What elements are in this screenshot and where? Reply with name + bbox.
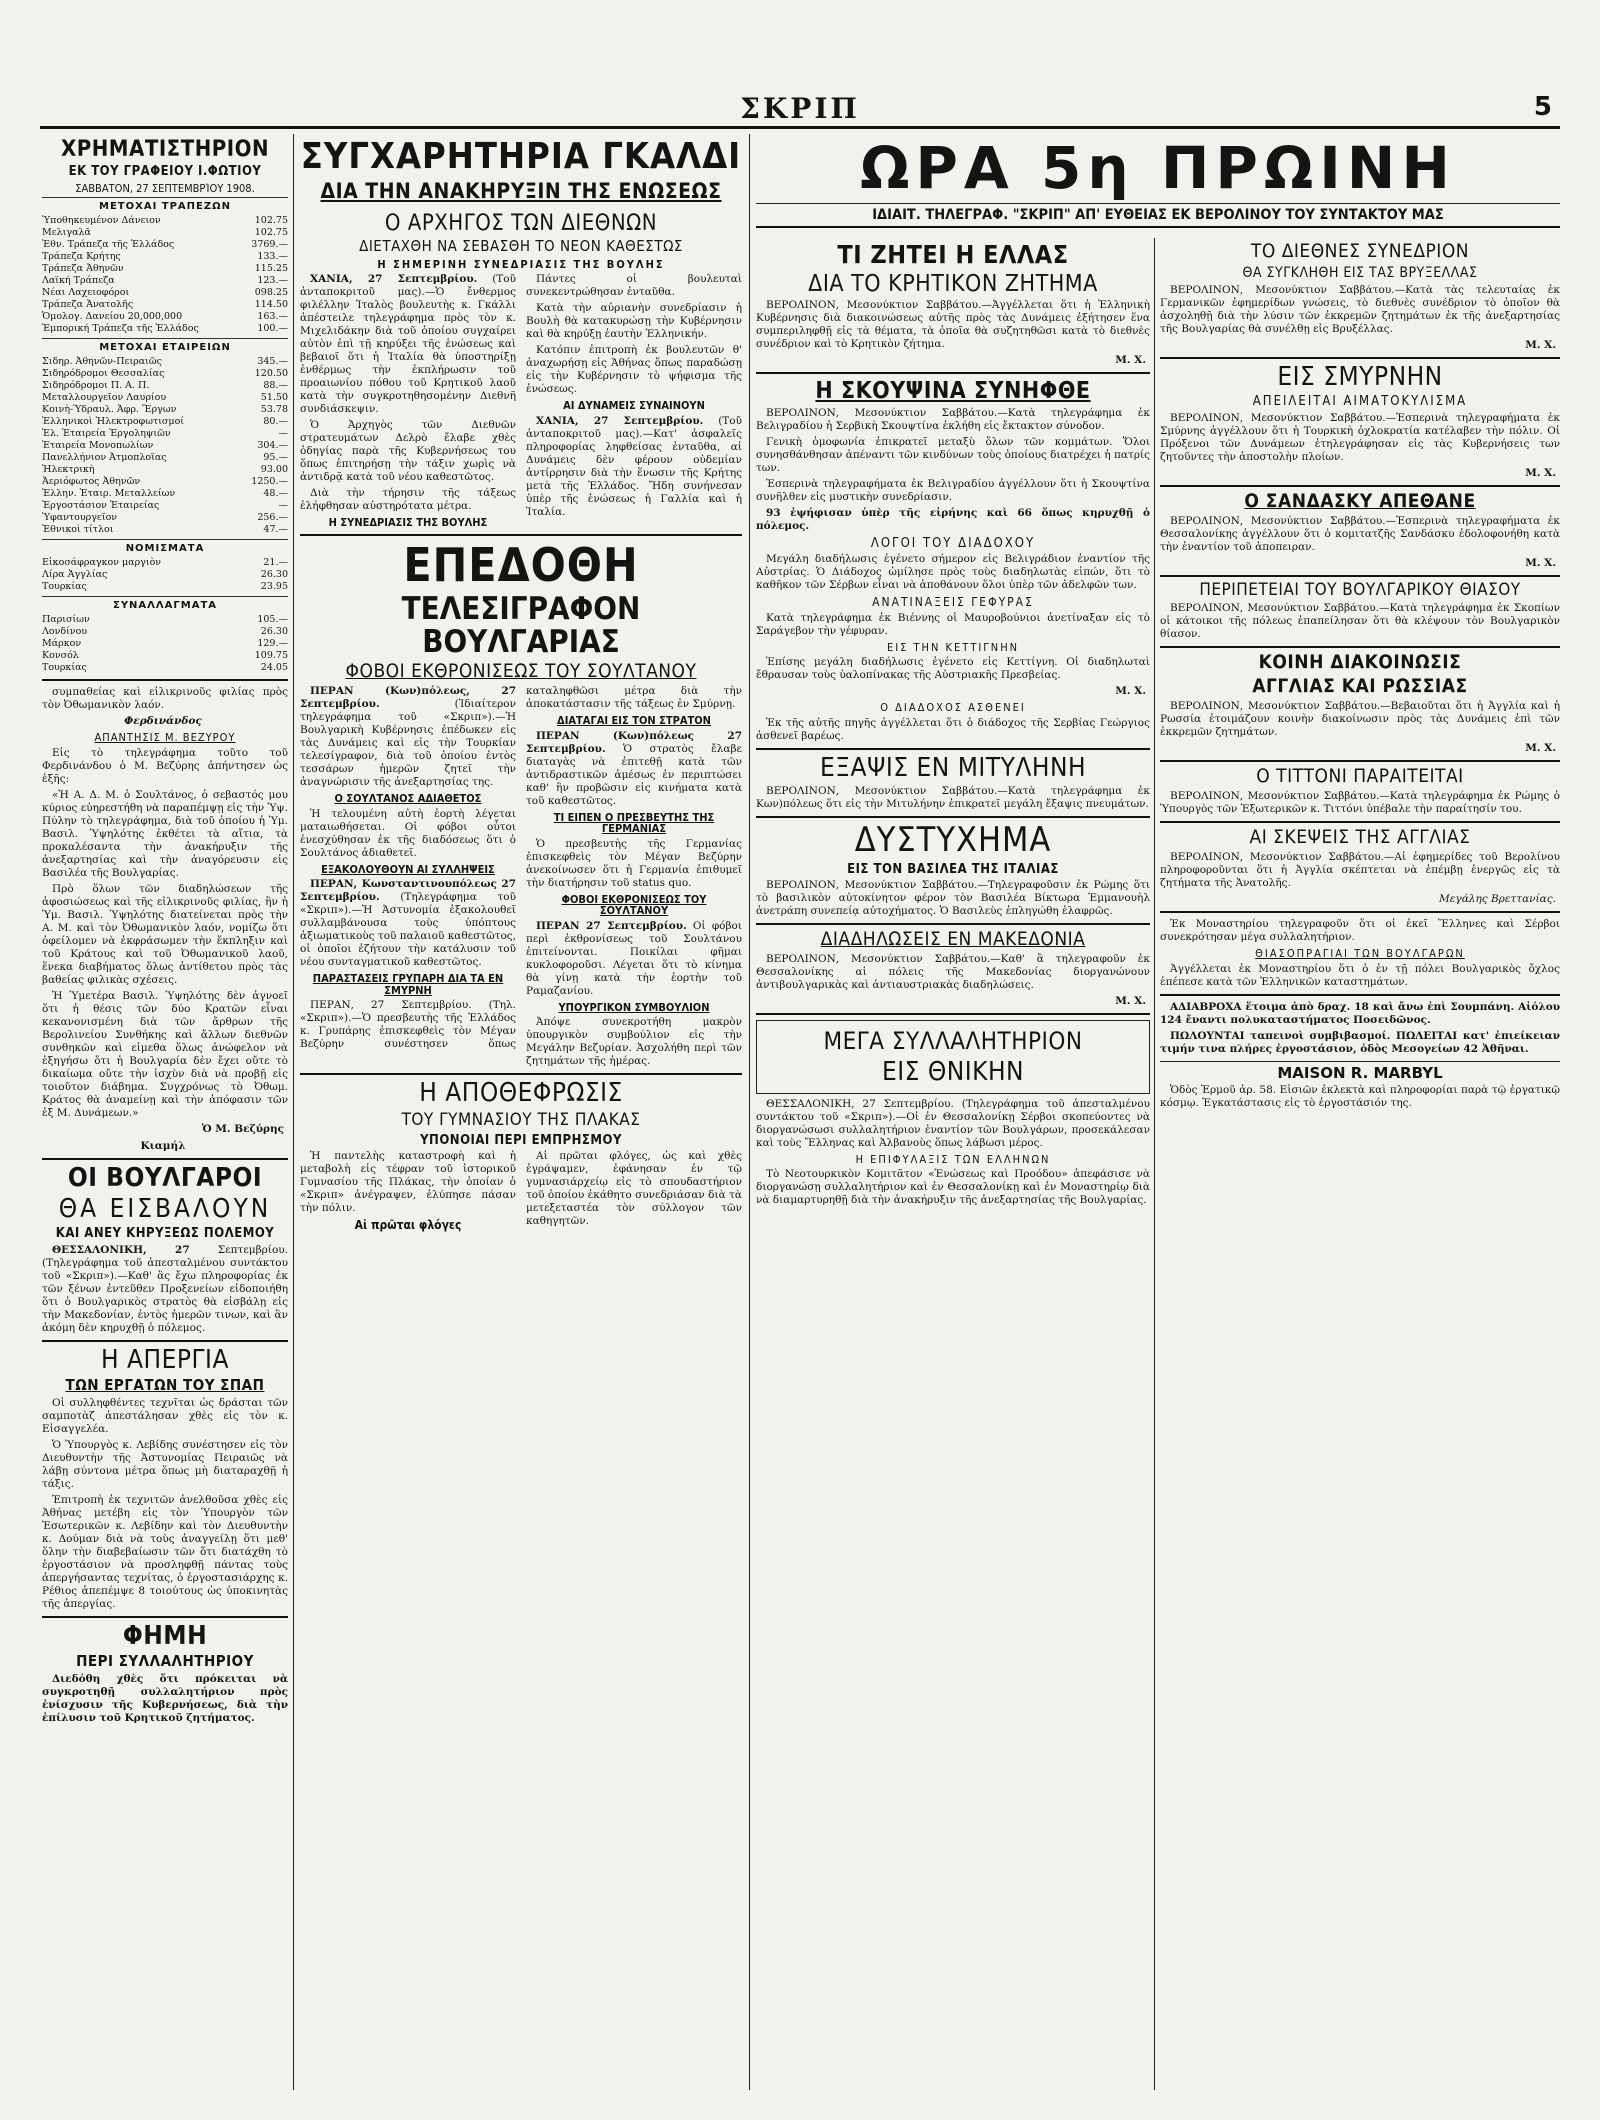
quote-value: 123.— xyxy=(257,275,288,287)
subheadline: ΕΙΣ ΤΟΝ ΒΑΣΙΛΕΑ ΤΗΣ ΙΤΑΛΙΑΣ xyxy=(847,861,1059,877)
quote-name: Μελιγαλᾶ xyxy=(42,227,91,239)
quote-name: Ἠλεκτρικὴ xyxy=(42,464,95,476)
headline: ΦΗΜΗ xyxy=(122,1621,208,1652)
article-text: (Τηλεγράφημα τοῦ «Σκριπ»).—Ἡ Ἀστυνομία ἐξακολουθεῖ συλλαμβάνουσα τοὺς ὑπόπτους ἀξιωματικοὺς τοῦ παλαιοῦ καθεστῶτος, οἱ ὁποῖοι ἐζήτουν τὴν κατάλυσιν τοῦ νέου συνταγματικοῦ καθεστῶτος. xyxy=(300,891,517,969)
divider xyxy=(1160,575,1560,577)
quote-name: Σιδηρόδρομοι Π. Α. Π. xyxy=(42,380,150,392)
quote-row xyxy=(42,626,288,638)
banner-subheadline: ΙΔΙΑΙΤ. ΤΗΛΕΓΡΑΦ. "ΣΚΡΙΠ" ΑΠ' ΕΥΘΕΙΑΣ ΕΚ ΒΕΡΟΛΙΝΟΥ ΤΟΥ ΣΥΝΤΑΚΤΟΥ ΜΑΣ xyxy=(756,203,1560,228)
quote-name: Τράπεζα Κρήτης xyxy=(42,251,121,263)
quote-value: 26.30 xyxy=(260,569,288,581)
subheadline: ΠΑΡΑΣΤΑΣΕΙΣ ΓΡΥΠΑΡΗ ΔΙΑ ΤΑ ΕΝ ΣΜΥΡΝΗ xyxy=(312,972,504,997)
article-paragraph: Ἐπιτροπὴ ἐκ τεχνιτῶν ἀνελθοῦσα χθὲς εἰς Ἀθήνας μετέβη εἰς τὸν Ὑπουργὸν τῶν Ἐσωτερικῶν κ. Λεβίδην καὶ τὸν Διευθυντὴν κ. Δούμαν διὰ νὰ τοὺς ἀναγγείλῃ ὅτι μεθ' ὅλην τὴν διαβεβαίωσιν τῶν ὅτι διατάχθη τὸ ἐργοστάσιον νὰ προσληφθῇ πάντας τοὺς ἀπεργήσαντας τεχνίτας, ὁ ἐργοστασιάρχης κ. Ρέθιος ἀπεπέμψε 8 τοιούτους ὡς ὑποκινητὰς τῆς ἀπεργίας. xyxy=(42,1494,288,1611)
signature: Φερδινάνδος xyxy=(124,715,202,728)
article-paragraph: Μεγάλη διαδήλωσις ἐγένετο σήμερον εἰς Βελιγράδιον ἐναντίον τῆς Αὐστρίας. Ὁ Διάδοχος ὡμίλησε πρὸς τοὺς διαδηλωτὰς εἰπών, ὅτι τὸ καθῆκον τῶν Σέρβων εἶναι νὰ ἀποθάνουν ὅλοι ὑπὲρ τῶν ἀδελφῶν των. xyxy=(756,553,1150,592)
quote-name: Ὁμολογ. Δανείου 20,000,000 xyxy=(42,311,183,323)
article-paragraph: Κατόπιν ἐπιτροπὴ ἐκ βουλευτῶν θ' ἀναχωρήσῃ εἰς Ἀθήνας ὅπως παραδώσῃ εἰς τὴν Κυβέρνησιν τὸ ψήφισμα τῆς ἑνώσεως. xyxy=(526,344,742,396)
divider xyxy=(42,1340,288,1342)
company-shares-table xyxy=(42,356,288,536)
article-paragraph: ΒΕΡΟΛΙΝΟΝ, Μεσονύκτιον Σαββάτου.—Αἱ ἐφημερίδες τοῦ Βερολίνου πληροφοροῦνται ὅτι ἡ Ἀγγλία σκέπτεται νὰ ἐπέμβῃ ἐνεργῶς εἰς τὰ ζητήματα τῆς Ἀνατολῆς. xyxy=(1160,851,1560,890)
quote-row xyxy=(42,569,288,581)
headline: ΣΥΓΧΑΡΗΤΗΡΙΑ ΓΚΑΛΔΙ xyxy=(300,136,742,177)
advertisement: ΑΔΙΑΒΡΟΧΑ ἕτοιμα ἀπὸ δραχ. 18 καὶ ἄνω ἐπὶ Σουμπάνη. Αἰόλου 124 ἔναντι πολυκαταστήματος Ποσειδῶνος. xyxy=(1160,1000,1560,1026)
quote-row xyxy=(42,614,288,626)
exchange-date: ΣΑΒΒΑΤΟΝ, 27 ΣΕΠΤΕΜΒΡΊΟΥ 1908. xyxy=(75,181,255,195)
divider xyxy=(42,679,288,681)
headline: ΘΑ ΕΙΣΒΑΛΟΥΝ xyxy=(58,1194,272,1225)
article-paragraph: Αἱ πρῶται φλόγες, ὡς καὶ χθὲς ἐγράψαμεν, ἐφάνησαν ἐν τῷ γυμνασιάρχείῳ εἰς τὸ σπουδαστήριον τοῦ ὁποίου ἐκάθητο συνεδριάσαν διὰ τὰ μετεξεταστέα τὸν σύλλογον τῶν καθηγητῶν. xyxy=(526,1150,742,1228)
quote-name: Λίρα Ἀγγλίας xyxy=(42,569,108,581)
subheadline: Αἱ πρῶται φλόγες xyxy=(354,1218,462,1233)
quote-value: 48.— xyxy=(263,488,288,500)
subheadline: ΑΝΑΤΙΝΑΞΕΙΣ ΓΕΦΥΡΑΣ xyxy=(872,595,1034,610)
signature: Μ. Χ. xyxy=(1115,354,1146,367)
article-paragraph xyxy=(526,920,742,998)
subheadline: Ο ΔΙΑΔΟΧΟΣ ΑΣΘΕΝΕΙ xyxy=(880,701,1026,715)
headline: ΟΙ ΒΟΥΛΓΑΡΟΙ xyxy=(67,1162,263,1193)
subheadline: ΑΙ ΔΥΝΑΜΕΙΣ ΣΥΝΑΙΝΟΥΝ xyxy=(563,399,705,413)
bank-shares-table xyxy=(42,215,288,335)
advertisement: ΠΩΛΟΥΝΤΑΙ ταπεινοὶ συμβιβασμοί. ΠΩΛΕΙΤΑΙ κατ' ἐπιείκειαν τιμήν τινα πλήρες ἐργοστάσιον, ὁδὸς Μεσογείων 42 Ἀθῆναι. xyxy=(1160,1029,1560,1055)
headline: ΜΕΓΑ ΣΥΛΛΑΛΗΤΗΡΙΟΝ xyxy=(823,1027,1083,1056)
quote-name: Παρισίων xyxy=(42,614,90,626)
subheadline: ΕΙΣ ΤΗΝ ΚΕΤΤΙΓΝΗΝ xyxy=(886,640,1020,654)
quote-name: Τράπεζα Ἀθηνῶν xyxy=(42,263,124,275)
fragment-text: συμπαθείας καὶ εἰλικρινοῦς φιλίας πρὸς τὸν Ὀθωμανικὸν λαόν. xyxy=(42,686,288,712)
divider xyxy=(1160,646,1560,648)
headline: Ο ΤΙΤΤΟΝΙ ΠΑΡΑΙΤΕΙΤΑΙ xyxy=(1256,765,1464,788)
quote-row xyxy=(42,263,288,275)
divider xyxy=(42,1158,288,1160)
signature: Μ. Χ. xyxy=(1525,338,1556,351)
headline: ΕΠΕΔΟΘΗ xyxy=(403,537,639,592)
quote-name: Τουρκίας xyxy=(42,581,87,593)
subheadline: ΕΞΑΚΟΛΟΥΘΟΥΝ ΑΙ ΣΥΛΛΗΨΕΙΣ xyxy=(321,862,495,876)
advertisement: Ὁδὸς Ἑρμοῦ ἀρ. 58. Εἰσιῶν ἐκλεκτὰ καὶ πληροφορίαι παρὰ τῷ ἐργατικῷ κόσμῳ. Ἐγκατάστασις εἰς τὸ ἐργοστάσιόν της. xyxy=(1160,1083,1560,1109)
column-berlin-1 xyxy=(756,238,1150,2090)
quote-name: Ὑποθηκευμένον Δάνειον xyxy=(42,215,161,227)
signature: Μ. Χ. xyxy=(1525,556,1556,569)
article-paragraph: Ἐκ τῆς αὐτῆς πηγῆς ἀγγέλλεται ὅτι ὁ διάδοχος τῆς Σερβίας Γεώργιος ἀσθενεῖ βαρέως. xyxy=(756,716,1150,742)
quote-name: Σιδηρόδρομοι Θεσσαλίας xyxy=(42,368,165,380)
article-paragraph: ΒΕΡΟΛΙΝΟΝ, Μεσονύκτιον Σαββάτου.—Τηλεγραφοῦσιν ἐκ Ρώμης ὅτι τὸ βασιλικὸν αὐτοκίνητον φέρον τὸν Βασιλέα Βίκτωρα Ἐμμανουὴλ ἀνετράπη συνεπείᾳ αὐτοχήματος. Ὁ Βασιλεὺς ἐπληγώθη ἐλαφρῶς. xyxy=(756,879,1150,918)
quote-row xyxy=(42,368,288,380)
column-berlin-2 xyxy=(1160,238,1560,2090)
quote-name: Πανελλήνιον Ἀτμοπλοΐας xyxy=(42,452,167,464)
quote-row xyxy=(42,650,288,662)
quote-row xyxy=(42,311,288,323)
reply-headline: ΑΠΑΝΤΗΣΙΣ Μ. ΒΕΖΥΡΟΥ xyxy=(94,731,236,745)
quote-row xyxy=(42,356,288,368)
article-columns xyxy=(300,1150,742,1233)
subheadline: ΔΙΕΤΑΧΘΗ ΝΑ ΣΕΒΑΣΘΗ ΤΟ ΝΕΟΝ ΚΑΘΕΣΤΩΣ xyxy=(359,236,683,255)
quote-value: 21.— xyxy=(263,557,288,569)
quote-value: 115.25 xyxy=(254,263,288,275)
exchange-subtitle: ΕΚ ΤΟΥ ΓΡΑΦΕΙΟΥ Ι.ΦΩΤΙΟΥ xyxy=(68,164,262,180)
article-paragraph: Κατὰ τηλεγράφημα ἐκ Βιέννης οἱ Μαυροβούνιοι ἀνετίναξαν εἰς τὸ Σαράγεβον τὴν γέφυραν. xyxy=(756,611,1150,637)
article-paragraph: Τὸ Νεοτουρκικὸν Κομιτᾶτον «Ἑνώσεως καὶ Προόδου» ἀπεφάσισε νὰ διοργανώσῃ συλλαλητήριον καὶ ἐν Θεσσαλονίκῃ καὶ ἐν Μοναστηρίῳ διὰ νὰ διαμαρτυρηθῇ διὰ τὴν ἀνακήρυξιν τῆς ἀνεξαρτησίας τῆς Βουλγαρίας. xyxy=(756,1168,1150,1207)
quote-row xyxy=(42,323,288,335)
headline: Ο ΑΡΧΗΓΟΣ ΤΩΝ ΔΙΕΘΝΩΝ xyxy=(384,210,658,236)
article-paragraph: ΠΕΡΑΝ, 27 Σεπτεμβρίου. (Τηλ. «Σκριπ»).—Ὁ πρεσβευτὴς τῆς Ἑλλάδος κ. Γρυπάρης ἐπισκεφθεὶς τὸν Μέγαν Βεζύρην συνέστησεν ὅπως καταληφθῶσι μέτρα διὰ τὴν ἀποκατάστασιν τῆς τάξεως ἐν Σμύρνῃ. xyxy=(300,685,742,1051)
signature: Ὁ Μ. Βεζύρης xyxy=(201,1122,284,1135)
quote-row xyxy=(42,275,288,287)
quote-name: Κοινὴ-Ὑδραυλ. Ἀφρ. Ἔργων xyxy=(42,404,177,416)
column-rule xyxy=(293,134,294,2090)
quote-row xyxy=(42,227,288,239)
quote-name: Νέαι Λαχειοφόροι xyxy=(42,287,130,299)
quote-value: 256.— xyxy=(257,512,288,524)
subheadline: ΑΠΕΙΛΕΙΤΑΙ ΑΙΜΑΤΟΚΥΛΙΣΜΑ xyxy=(1252,393,1468,409)
article-paragraph xyxy=(300,273,516,416)
quote-name: Ἐργοστάσιον Ἑταιρείας xyxy=(42,500,160,512)
currency-table xyxy=(42,557,288,593)
quote-value: 26.30 xyxy=(260,626,288,638)
quote-row xyxy=(42,251,288,263)
signature: Μ. Χ. xyxy=(1115,995,1146,1008)
quote-row xyxy=(42,404,288,416)
exchange-rates-table xyxy=(42,614,288,674)
headline: ΚΟΙΝΗ ΔΙΑΚΟΙΝΩΣΙΣ xyxy=(1258,651,1462,674)
article-paragraph xyxy=(526,415,742,519)
banner-headline: ΩΡΑ 5η ΠΡΩΙΝΗ xyxy=(860,134,1456,202)
quote-row xyxy=(42,440,288,452)
divider xyxy=(756,923,1150,925)
subheadline: ΘΑ ΣΥΓΚΛΗΘΗ ΕΙΣ ΤΑΣ ΒΡΥΞΕΛΛΑΣ xyxy=(1242,264,1478,281)
quote-value: 109.75 xyxy=(254,650,288,662)
quote-value: 93.00 xyxy=(260,464,288,476)
headline: ΤΕΛΕΣΙΓΡΑΦΟΝ ΒΟΥΛΓΑΡΙΑΣ xyxy=(401,591,641,660)
headline: ΕΙΣ ΣΜΥΡΝΗΝ xyxy=(1277,361,1443,392)
quote-value: 105.— xyxy=(257,614,288,626)
quote-name: Τράπεζα Ἀνατολῆς xyxy=(42,299,134,311)
divider xyxy=(300,1073,742,1075)
article-paragraph: ΒΕΡΟΛΙΝΟΝ, Μεσονύκτιον Σαββάτου.—Κατὰ τηλεγράφημα ἐκ Ρώμης ὁ Ὑπουργὸς τῶν Ἐξωτερικῶν κ. Τιττόνι ὑπέβαλε τὴν παραίτησίν του. xyxy=(1160,790,1560,816)
headline: Η ΑΠΟΘΕΦΡΩΣΙΣ xyxy=(419,1078,623,1109)
quote-name: Ἐθνικοὶ τίτλοι xyxy=(42,524,114,536)
divider xyxy=(756,1013,1150,1015)
advertisement-title: MAISON R. MARBYL xyxy=(1277,1063,1443,1082)
quote-name: Ἐθν. Τράπεζα τῆς Ἑλλάδος xyxy=(42,239,175,251)
divider xyxy=(1160,760,1560,762)
article-paragraph: Ἀπόψε συνεκροτήθη μακρὸν ὑπουργικὸν συμβούλιον εἰς τὴν Μεγάλην Βεζυρίαν. Ἀσχολήθη περὶ τῶν ζητημάτων τῆς ἡμέρας. xyxy=(526,1016,742,1068)
dateline: ΧΑΝΙΑ, 27 Σεπτεμβρίου. xyxy=(310,273,478,286)
divider xyxy=(300,534,742,536)
article-paragraph: ΘΕΣΣΑΛΟΝΙΚΗ, 27 Σεπτεμβρίου. (Τηλεγράφημα τοῦ ἀπεσταλμένου συντάκτου τοῦ «Σκριπ»).—Οἱ ἐν Θεσσαλονίκῃ Σέρβοι σκοπεύοντες νὰ διοργανώσωσι συλλαλητήριον ἐναντίον τῶν Βουλγάρων, προσεκάλεσαν καὶ τοὺς Ἕλληνας καὶ Ἀλβανοὺς ὅπως λάβωσι μέρος. xyxy=(756,1097,1150,1149)
quote-row xyxy=(42,428,288,440)
divider xyxy=(42,1616,288,1618)
subheadline: ΛΟΓΟΙ ΤΟΥ ΔΙΑΔΟΧΟΥ xyxy=(870,535,1036,551)
quote-row xyxy=(42,476,288,488)
quote-value: 1250.— xyxy=(251,476,288,488)
article-text: (Ἰδιαίτερον τηλεγράφημα τοῦ «Σκριπ»).—Ἡ Βουλγαρικὴ Κυβέρνησις ἐπέδωκεν εἰς τὰς Δυνάμεις καὶ εἰς τὴν Τουρκίαν τελεσίγραφον, διὰ τοῦ ὁποίου ἐντὸς τεσσάρων ἡμερῶν ζητεῖ τὴν ἀναγνώρισιν τῆς ἀνεξαρτησίας της. xyxy=(300,698,516,789)
quote-value: — xyxy=(278,428,288,440)
article-paragraph: Ἀγγέλλεται ἐκ Μοναστηρίου ὅτι ὁ ἐν τῇ πόλει Βουλγαρικὸς ὄχλος ἐπέπεσε κατὰ τῶν Ἑλληνικῶν καταστημάτων. xyxy=(1160,962,1560,988)
quote-name: Ὑφαντουργεῖον xyxy=(42,512,118,524)
article-paragraph: ΒΕΡΟΛΙΝΟΝ, Μεσονύκτιον Σαββάτου.—Κατὰ τηλεγράφημα ἐκ Σκοπίων οἱ κάτοικοι τῆς πόλεως ἐπαπείλησαν ὅτι θὰ κλέψουν τὸν Βουλγαρικὸν θίασον. xyxy=(1160,602,1560,641)
quote-name: Ἑλληνικοὶ Ἠλεκτροφωτισμοί xyxy=(42,416,185,428)
article-paragraph: ΒΕΡΟΛΙΝΟΝ, Μεσονύκτιον Σαββάτου.—Ἐσπερινὰ τηλεγραφήματα ἐκ Σμύρνης ἀγγέλλουν ὅτι ἡ Τουρκικὴ ὀχλοκρατία κατέλαβεν τὴν πόλιν. Οἱ Πρόξενοι τῶν Δυνάμεων ἐτηλεγράφησαν εἰς τὰς Κυβερνήσεις των ζητοῦντες τὴν ἀποστολὴν πλοίων. xyxy=(1160,411,1560,463)
quote-value: 51.50 xyxy=(260,392,288,404)
divider xyxy=(1160,821,1560,823)
subheadline: ΦΟΒΟΙ ΕΚΘΡΟΝΙΣΕΩΣ ΤΟΥ ΣΟΥΛΤΑΝΟΥ xyxy=(345,660,697,683)
quote-value: 129.— xyxy=(257,638,288,650)
quote-name: Λαϊκή Τράπεζα xyxy=(42,275,115,287)
headline: Ο ΣΑΝΔΑΣΚΥ ΑΠΕΘΑΝΕ xyxy=(1244,489,1476,512)
subheadline: ΥΠΟΥΡΓΙΚΟΝ ΣΥΜΒΟΥΛΙΟΝ xyxy=(558,1000,710,1014)
newspaper-title: ΣΚΡΙΠ xyxy=(740,92,860,125)
quote-value: 53.78 xyxy=(260,404,288,416)
subheadline: ΤΟΥ ΓΥΜΝΑΣΙΟΥ ΤΗΣ ΠΛΑΚΑΣ xyxy=(401,1109,641,1130)
article-paragraph: Ἐκ Μοναστηρίου τηλεγραφοῦν ὅτι οἱ ἐκεῖ Ἕλληνες καὶ Σέρβοι συνεκρότησαν μέγα συλλαλητήριον. xyxy=(1160,918,1560,944)
subheadline: Η ΣΗΜΕΡΙΝΗ ΣΥΝΕΔΡΙΑΣΙΣ ΤΗΣ ΒΟΥΛΗΣ xyxy=(377,257,665,271)
quote-value: 304.— xyxy=(257,440,288,452)
article-paragraph: Πρὸ ὅλων τῶν διαδηλώσεων τῆς ἀφοσιώσεως καὶ τῆς εἰλικρινοῦς φιλίας, ἣν ἡ Ὑμ. Βασιλ. Ὑψηλότης διατείνεται πρὸς τὴν Α. Μ. καὶ τὸν Ὀθωμανικὸν λαόν, νομίζω ὅτι ὀφείλομεν νὰ ἐκφράσωμεν τὴν ἔκπληξιν καὶ τοῦ Κράτους καὶ τοῦ Ὀθωμανικοῦ λαοῦ, ἕνεκα διαβήματος ὅλως ἀντίθετου πρὸς τὰς βαθείας φιλικὰς σχέσεις. xyxy=(42,882,288,986)
quote-row xyxy=(42,299,288,311)
subheadline: Ο ΣΟΥΛΤΑΝΟΣ ΑΔΙΑΘΕΤΟΣ xyxy=(334,792,482,806)
subheadline: ΔΙΑ ΤΗΝ ΑΝΑΚΗΡΥΞΙΝ ΤΗΣ ΕΝΩΣΕΩΣ xyxy=(320,178,722,203)
dateline: ΧΑΝΙΑ, 27 Σεπτεμβρίου. xyxy=(536,414,704,427)
quote-value: 47.— xyxy=(263,524,288,536)
quote-value: 133.— xyxy=(257,251,288,263)
headline: ΕΙΣ ΘΝΙΚΗΝ xyxy=(881,1056,1025,1087)
signature: Μ. Χ. xyxy=(1525,466,1556,479)
quote-row xyxy=(42,416,288,428)
dateline: ΠΕΡΑΝ 27 Σεπτεμβρίου. xyxy=(536,919,687,932)
article-paragraph: ΒΕΡΟΛΙΝΟΝ, Μεσονύκτιον Σαββάτου.—Κατὰ τὰς τελευταίας ἐκ Γερμανικῶν ἐφημερίδων γνώσεις, τὸ διεθνὲς συνέδριον τὸ ὁποῖον θὰ ἀσχοληθῇ διὰ τὴν λύσιν τῶν ἐκκρεμῶν ζητημάτων ἐκ τῆς ἀνεξαρτησίας τῆς Βουλγαρίας θὰ συνέλθῃ εἰς Βρυξέλλας. xyxy=(1160,283,1560,335)
quote-name: Μεταλλουργεῖον Λαυρίου xyxy=(42,392,167,404)
article-text: (Τοῦ ἀνταποκριτοῦ μας).—Κατ' ἀσφαλεῖς πληροφορίας ληφθείσας ἐνταῦθα, αἱ Δυνάμεις δὲν φέρουν οὐδεμίαν ἀντίρρησιν διὰ τὴν ἕνωσιν τῆς Κρήτης μετὰ τῆς Ἑλλάδος. Ἤδη συνήνεσαν ὑπὲρ τῆς ἑνώσεως ἡ Γαλλία καὶ ἡ Ἰταλία. xyxy=(526,414,742,518)
section-bank-shares: ΜΕΤΟΧΑΙ ΤΡΑΠΕΖΩΝ xyxy=(42,197,288,213)
quote-value: 95.— xyxy=(263,452,288,464)
column-rule xyxy=(749,134,750,2090)
quote-row xyxy=(42,512,288,524)
quote-value: 88.— xyxy=(263,380,288,392)
article-paragraph: Πάντες οἱ βουλευταὶ συνεκεντρώθησαν ἐνταῦθα. xyxy=(526,273,742,299)
quote-name: Σιδηρ. Ἀθηνῶν-Πειραιῶς xyxy=(42,356,162,368)
article-paragraph: Διὰ τὴν τήρησιν τῆς τάξεως ἐλήφθησαν αὐστηρότατα μέτρα. xyxy=(300,487,516,513)
article-paragraph: ΒΕΡΟΛΙΝΟΝ, Μεσονύκτιον Σαββάτου.—Κατὰ τηλεγράφημα ἐκ Κων)πόλεως ὅτι εἰς τὴν Μιτυλήνην ἐπικρατεῖ μεγάλη ἔξαψις πνευμάτων. xyxy=(756,785,1150,811)
headline: ΑΙ ΣΚΕΨΕΙΣ ΤΗΣ ΑΓΓΛΙΑΣ xyxy=(1249,826,1471,849)
subheadline: ΤΙ ΕΙΠΕΝ Ο ΠΡΕΣΒΕΥΤΗΣ ΤΗΣ ΓΕΡΜΑΝΙΑΣ xyxy=(553,810,715,836)
divider xyxy=(1160,485,1560,487)
article-paragraph: Ἡ Ὑμετέρα Βασιλ. Ὑψηλότης δὲν ἀγνοεῖ ὅτι ἡ θέσις τῶν δύο Κρατῶν εἶναι κεκανονισμένη διὰ τῶν ἄρθρων τῆς Βερολινείου Συνθήκης καὶ ἄλλων διεθνῶν συνθηκῶν καὶ εἰμεθα ὅλως ἀνώφελον νὰ ἐξηγήσω ὅτι ἡ Βουλγαρία δὲν ἔχει οὔτε τὸ δικαίωμα οὔτε τὴν ἰσχὺν διὰ νὰ προβῇ εἰς τοιοῦτον διάβημα. Συγχρόνως τὸ Ὀθωμ. Κράτος θὰ ἀναμείνῃ καὶ τὴν ἀπόφασιν τῶν ἐξ Μ. Δυνάμεων.» xyxy=(42,989,288,1119)
masthead xyxy=(40,92,1560,129)
subheadline: ΦΟΒΟΙ ΕΚΘΡΟΝΙΣΕΩΣ ΤΟΥ ΣΟΥΛΤΑΝΟΥ xyxy=(561,892,707,918)
divider xyxy=(1160,1061,1560,1062)
article-paragraph: Κατὰ τὴν αὐριανὴν συνεδρίασιν ἡ Βουλὴ θὰ κατακυρώσῃ τὴν Κυβέρνησιν καὶ θὰ κηρύξῃ ἑαυτὴν Ἑλληνικήν. xyxy=(526,302,742,341)
quote-value: 098.25 xyxy=(254,287,288,299)
headline: Η ΑΠΕΡΓΙΑ xyxy=(101,1345,229,1376)
article-text: (Τοῦ ἀνταποκριτοῦ μας).—Ὁ ἔνθερμος φιλέλλην Ἰταλὸς βουλευτὴς κ. Γκάλλι ἀπέστειλε τηλεγράφημα πρὸς τὸν κ. Μιχελιδάκην διὰ τοῦ ὁποίου συγχαίρει αὐτὸν ἐπὶ τῇ κηρύξει τῆς ἑνώσεως καὶ βεβαιοῖ ὅτι ἡ Ἰταλία θὰ ὑποστηρίξῃ ἐνθέρμως τὴν ἐκπλήρωσιν τοῦ προαιωνίου πόθου τοῦ Κρητικοῦ λαοῦ κατὰ τὴν συγκροτηθησομένην Διεθνῆ συνδιάσκεψιν. xyxy=(300,273,516,416)
subheadline: ΤΩΝ ΕΡΓΑΤΩΝ ΤΟΥ ΣΠΑΠ xyxy=(65,1376,265,1395)
headline: ΠΕΡΙΠΕΤΕΙΑΙ ΤΟΥ ΒΟΥΛΓΑΡΙΚΟΥ ΘΙΑΣΟΥ xyxy=(1199,579,1521,600)
quote-row xyxy=(42,215,288,227)
divider xyxy=(756,372,1150,374)
article-text: Σεπτεμβρίου. (Τηλεγράφημα τοῦ ἀπεσταλμένου συντάκτου τοῦ «Σκριπ»).—Καθ' ἃς ἔχω πληροφορίας ἐκ τῶν ξένων ἐντεῦθεν Προξενείων εἰδοποιήθη ὅτι ὁ Βουλγαρικὸς στρατὸς θὰ εἰσβάλῃ εἰς τὴν Μακεδονίαν, ἐντὸς ἡμερῶν τινων, καὶ ἂν ἀκόμη δὲν κηρυχθῇ ὁ πόλεμος. xyxy=(42,1244,288,1335)
quote-value: 163.— xyxy=(257,311,288,323)
article-paragraph: ΒΕΡΟΛΙΝΟΝ, Μεσονύκτιον Σαββάτου.—Κατὰ τηλεγράφημα ἐκ Βελιγραδίου ἡ Σερβικὴ Σκουψτίνα ἐκλήθη εἰς ἔκτακτον σύνοδον. xyxy=(756,406,1150,432)
quote-row xyxy=(42,524,288,536)
article-columns xyxy=(300,685,742,1068)
article-paragraph: Εἰς τὸ τηλεγράφημα τοῦτο τοῦ Φερδινάνδου ὁ Μ. Βεζύρης ἀπήντησεν ὡς ἑξῆς: xyxy=(42,746,288,785)
article-paragraph: Ἡ παντελὴς καταστροφὴ καὶ ἡ μεταβολὴ εἰς τέφραν τοῦ ἱστορικοῦ Γυμνασίου τῆς Πλάκας, τὴν ὁποίαν ὁ «Σκριπ» ἀνέγραψεν, ἐλύπησε πάσαν τὴν πόλιν. xyxy=(300,1150,516,1215)
section-currency: ΝΟΜΙΣΜΑΤΑ xyxy=(42,539,288,555)
article-paragraph: Διεδόθη χθὲς ὅτι πρόκειται νὰ συγκροτηθῇ συλλαλητήριον πρὸς ἐνίσχυσιν τῆς Κυβερνήσεως, διὰ τὴν ἐπίλυσιν τοῦ Κρητικοῦ ζητήματος. xyxy=(42,1673,288,1725)
article-paragraph: Ὁ Ὑπουργὸς κ. Λεβίδης συνέστησεν εἰς τὸν Διευθυντὴν τῆς Ἀστυνομίας Πειραιῶς νὰ λάβῃ σύντονα μέτρα ὅπως μὴ διαταραχθῇ ἡ τάξις. xyxy=(42,1439,288,1491)
article-text: Ὁ στρατὸς ἔλαβε διαταγὰς νὰ ἐπιτεθῇ κατὰ τῶν ἀντιδραστικῶν ἀμέσως ἐν περιπτώσει καθ' ἣν προβῶσιν εἰς κινήματα κατὰ τοῦ καθεστῶτος. xyxy=(526,742,742,807)
quote-value: 100.— xyxy=(257,323,288,335)
article-paragraph: Ὁ πρεσβευτὴς τῆς Γερμανίας ἐπισκεφθεὶς τὸν Μέγαν Βεζύρην ἀνεκοίνωσεν ὅτι ἡ Γερμανία ἐπιθυμεῖ τὴν διατήρησιν τοῦ status quo. xyxy=(526,837,742,889)
quote-name: Ἑταιρεία Μονοπωλίων xyxy=(42,440,154,452)
divider xyxy=(1160,911,1560,913)
article-paragraph xyxy=(42,1244,288,1335)
quote-name: Εἰκοσάφραγκον μαργιὸν xyxy=(42,557,162,569)
column-rule xyxy=(1154,238,1155,2090)
divider xyxy=(756,748,1150,750)
article-paragraph: ΒΕΡΟΛΙΝΟΝ, Μεσονύκτιον Σαββάτου.—Ἀγγέλλεται ὅτι ἡ Ἑλληνικὴ Κυβέρνησις διὰ διακοινώσεως αὐτῆς πρὸς τὰς Δυνάμεις ἐξήτησεν ἕνα συμπεριληφθῇ εἰς τὰ θέματα, τὰ ὁποῖα θὰ συζητηθῶσι κατὰ τὸ διεθνὲς συνέδριον καὶ τὸ Κρητικὸν ζήτημα. xyxy=(756,299,1150,351)
quote-name: Λονδίνου xyxy=(42,626,88,638)
subheadline: ΚΑΙ ΑΝΕΥ ΚΗΡΥΞΕΩΣ ΠΟΛΕΜΟΥ xyxy=(55,1226,275,1242)
quote-name: Μάρκον xyxy=(42,638,82,650)
article-paragraph: Ἐσπερινὰ τηλεγραφήματα ἐκ Βελιγραδίου ἀγγέλλουν ὅτι ἡ Σκουψτίνα συνῆλθεν εἰς μυστικὴν συνεδρίασιν. xyxy=(756,477,1150,503)
quote-value: 3769.— xyxy=(251,239,288,251)
column-crete xyxy=(300,134,742,2090)
quote-name: Ἐλλην. Ἑταιρ. Μεταλλείων xyxy=(42,488,176,500)
quote-row xyxy=(42,452,288,464)
quote-row xyxy=(42,638,288,650)
dateline: ΠΕΡΑΝ (Κων)πόλεως 27 Σεπτεμβρίου. xyxy=(526,729,742,755)
subheadline: Η ΣΥΝΕΔΡΙΑΣΙΣ ΤΗΣ ΒΟΥΛΗΣ xyxy=(328,516,488,530)
quote-value: 345.— xyxy=(257,356,288,368)
subheadline: ΔΙΑΤΑΓΑΙ ΕΙΣ ΤΟΝ ΣΤΡΑΤΟΝ xyxy=(557,714,711,728)
quote-value: 114.50 xyxy=(254,299,288,311)
article-paragraph: Ἡ τελουμένη αὐτὴ ἑορτὴ λέγεται ματαιωθήσεται. Οἱ φόβοι οὗτοι ἐνεσχύθησαν ἐκ τῆς διαδόσεως ὅτι ὁ Σουλτάνος ἀδιαθετεῖ. xyxy=(300,807,516,859)
headline: ΤΙ ΖΗΤΕΙ Η ΕΛΛΑΣ xyxy=(837,240,1069,269)
signature: Μ. Χ. xyxy=(1115,685,1146,698)
article-paragraph xyxy=(300,878,516,969)
divider xyxy=(1160,994,1560,996)
quote-value: 102.75 xyxy=(254,227,288,239)
quote-name: Ἐμπορική Τράπεζα τῆς Ἑλλάδος xyxy=(42,323,199,335)
quote-row xyxy=(42,392,288,404)
article-paragraph: Οἱ συλληφθέντες τεχνῖται ὡς δράσται τῶν σαμποτὰζ ἀπεστάλησαν χθὲς εἰς τὸν κ. Εἰσαγγελέα. xyxy=(42,1397,288,1436)
quote-value: 120.50 xyxy=(254,368,288,380)
headline: ΤΟ ΔΙΕΘΝΕΣ ΣΥΝΕΔΡΙΟΝ xyxy=(1250,240,1470,262)
article-paragraph: ΒΕΡΟΛΙΝΟΝ, Μεσονύκτιον Σαββάτου.—Καθ' ἃ τηλεγραφοῦν ἐκ Θεσσαλονίκης αἱ πόλεις τῆς Μακεδονίας διοργανώνουν ἀντιβουλγαρικὰς καὶ ἀντιαυστριακὰς διαδηλώσεις. xyxy=(756,953,1150,992)
article-paragraph: Ὁ Ἀρχηγὸς τῶν Διεθνῶν στρατευμάτων Δελρὸ ἔλαβε χθὲς ὁδηγίας παρὰ τῆς Κυβερνήσεως του ὅπως ἐπιτηρήσῃ τὴν τάξιν χωρὶς νὰ ἀντιδρᾷ κατὰ τοῦ νέου καθεστῶτος. xyxy=(300,419,516,484)
quote-row xyxy=(42,239,288,251)
subheadline: Η ΕΠΙΦΥΛΑΞΙΣ ΤΩΝ ΕΛΛΗΝΩΝ xyxy=(855,1152,1051,1166)
quote-name: Ἑλ. Ἑταιρεία Ἐργοληψιῶν xyxy=(42,428,171,440)
article-paragraph: «Ἡ Α. Δ. Μ. ὁ Σουλτάνος, ὁ σεβαστός μου κύριος εὐηρεστήθη νὰ παραπέμψῃ εἰς τὴν Ὑψ. Πύλην τὸ τηλεγράφημα, διὰ τοῦ ὁποίου ἡ Ὑμ. Βασιλ. Ὑψηλότης ἐκθέτει τὰ αἴτια, τὰ προκαλέσαντα τὴν ἀνακήρυξιν τῆς ἀνεξαρτησίας καὶ τὴν ἀναγόρευσιν εἰς Βασιλέα τῆς Βουλγαρίας. xyxy=(42,788,288,879)
exchange-title: ΧΡΗΜΑΤΙΣΤΗΡΙΟΝ xyxy=(60,137,270,162)
divider xyxy=(1160,357,1560,359)
headline: ΔΥΣΤΥΧΗΜΑ xyxy=(854,820,1052,861)
quote-row xyxy=(42,662,288,674)
quote-name: Κονσόλ xyxy=(42,650,79,662)
page-number: 5 xyxy=(1533,92,1552,122)
signature: Κιαμήλ xyxy=(140,1139,186,1152)
subheadline: ΘΙΑΣΟΠΡΑΓΙΑΙ ΤΩΝ ΒΟΥΛΓΑΡΩΝ xyxy=(1255,947,1465,961)
headline: ΑΓΓΛΙΑΣ ΚΑΙ ΡΩΣΣΙΑΣ xyxy=(1252,675,1468,698)
subheadline: ΥΠΟΝΟΙΑΙ ΠΕΡΙ ΕΜΠΡΗΣΜΟΥ xyxy=(420,1132,622,1148)
quote-value: 102.75 xyxy=(254,215,288,227)
quote-row xyxy=(42,557,288,569)
section-exchange-rates: ΣΥΝΑΛΛΑΓΜΑΤΑ xyxy=(42,596,288,612)
quote-value: 23.95 xyxy=(260,581,288,593)
rally-box xyxy=(756,1020,1150,1093)
article-paragraph: ΒΕΡΟΛΙΝΟΝ, Μεσονύκτιον Σαββάτου.—Ἐσπερινὰ τηλεγραφήματα ἐκ Θεσσαλονίκης ἀγγέλλουν ὅτι ὁ κομιτατζῆς Σανδάσκυ ἐδολοφονήθη κατὰ τὴν ἐναντίον τοῦ ἀποπειραν. xyxy=(1160,514,1560,553)
headline: ΕΞΑΨΙΣ ΕΝ ΜΙΤΥΛΗΝΗ xyxy=(819,752,1087,783)
headline: ΔΙΑ ΤΟ ΚΡΗΤΙΚΟΝ ΖΗΤΗΜΑ xyxy=(808,271,1098,298)
dateline: ΘΕΣΣΑΛΟΝΙΚΗ, 27 xyxy=(52,1244,190,1257)
article-paragraph: 93 ἐψήφισαν ὑπὲρ τῆς εἰρήνης καὶ 66 ὅπως κηρυχθῇ ὁ πόλεμος. xyxy=(756,506,1150,532)
quote-row xyxy=(42,464,288,476)
signature: Μεγάλης Βρεττανίας. xyxy=(1439,893,1556,906)
quote-value: — xyxy=(278,500,288,512)
dateline: ΠΕΡΑΝ (Κων)πόλεως, 27 Σεπτεμβρίου. xyxy=(300,685,516,711)
article-text: Οἱ φόβοι περὶ ἐκθρονίσεως τοῦ Σουλτάνου ἐπιτείνονται. Ποικίλαι φῆμαι κυκλοφοροῦσι. Λέγεται ὅτι τὸ κίνημα θὰ γίνῃ κατὰ τὴν ἑορτὴν τοῦ Ραμαζανίου. xyxy=(526,919,742,997)
article-paragraph xyxy=(300,685,516,789)
article-columns xyxy=(300,273,742,529)
quote-row xyxy=(42,380,288,392)
quote-row xyxy=(42,488,288,500)
subheadline: ΠΕΡΙ ΣΥΛΛΑΛΗΤΗΡΙΟΥ xyxy=(76,1652,254,1671)
signature: Μ. Χ. xyxy=(1525,742,1556,755)
divider xyxy=(756,816,1150,818)
quote-name: Τουρκίας xyxy=(42,662,87,674)
dateline: ΠΕΡΑΝ, Κωνσταντινουπόλεως 27 Σεπτεμβρίου. xyxy=(300,878,516,904)
quote-value: 80.— xyxy=(263,416,288,428)
section-company-shares: ΜΕΤΟΧΑΙ ΕΤΑΙΡΕΙΩΝ xyxy=(42,338,288,354)
headline: ΔΙΑΔΗΛΩΣΕΙΣ ΕΝ ΜΑΚΕΔΟΝΙΑ xyxy=(820,928,1086,951)
quote-row xyxy=(42,581,288,593)
column-exchange xyxy=(42,134,288,2090)
article-paragraph xyxy=(526,730,742,808)
quote-row xyxy=(42,500,288,512)
article-paragraph: Ἐπίσης μεγάλη διαδήλωσις ἐγένετο εἰς Κεττίγνη. Οἱ διαδηλωταὶ ἔθραυσαν τοὺς ὑαλοπίνακας τῆς Αὐστριακῆς Πρεσβείας. xyxy=(756,656,1150,682)
headline: Η ΣΚΟΥΨΙΝΑ ΣΥΝΗΦΘΕ xyxy=(815,378,1091,405)
article-paragraph: Γενικὴ ὁμοφωνία ἐπικρατεῖ μεταξὺ ὅλων τῶν κομμάτων. Ὅλοι συνησθάνθησαν ἀπέναντι τῶν κινδύνων τοὺς ὁποίους διατρέχει ἡ πατρίς των. xyxy=(756,435,1150,474)
quote-value: 24.05 xyxy=(260,662,288,674)
quote-name: Ἀεριόφωτος Ἀθηνῶν xyxy=(42,476,141,488)
article-paragraph: ΒΕΡΟΛΙΝΟΝ, Μεσονύκτιον Σαββάτου.—Βεβαιοῦται ὅτι ἡ Ἀγγλία καὶ ἡ Ρωσσία ἑτοιμάζουν κοινὴν διακοίνωσιν πρὸς τὰς Δυνάμεις ἐπὶ τῶν ἐκκρεμῶν ζητημάτων. xyxy=(1160,700,1560,739)
quote-row xyxy=(42,287,288,299)
